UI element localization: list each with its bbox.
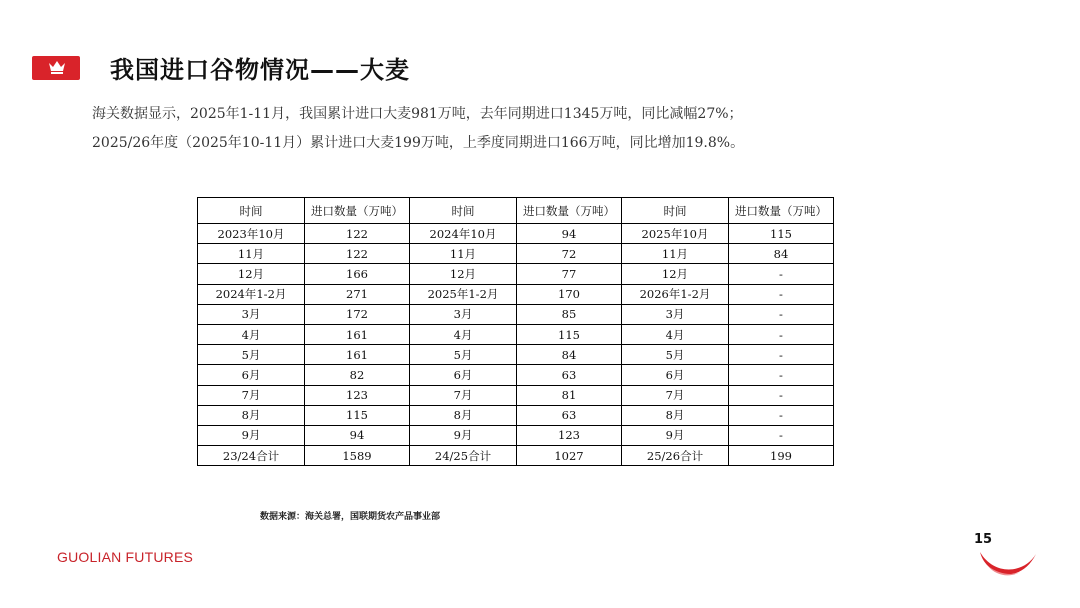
period-cell: 12月 <box>410 264 517 284</box>
period-cell: 3月 <box>410 304 517 324</box>
import-volume-cell: 161 <box>305 324 410 344</box>
import-volume-cell: 94 <box>305 425 410 445</box>
table-row <box>198 304 834 324</box>
import-volume-cell: - <box>729 385 834 405</box>
import-volume-cell: 94 <box>517 224 622 244</box>
import-volume-cell: - <box>729 365 834 385</box>
table-row <box>198 345 834 365</box>
period-cell: 2024年1-2月 <box>198 284 305 304</box>
import-volume-cell: - <box>729 345 834 365</box>
import-volume-cell: 115 <box>517 324 622 344</box>
period-cell: 4月 <box>410 324 517 344</box>
source-note: 数据来源：海关总署，国联期货农产品事业部 <box>260 512 441 522</box>
period-cell: 8月 <box>622 405 729 425</box>
import-volume-cell: 1589 <box>305 446 410 466</box>
period-cell: 6月 <box>198 365 305 385</box>
period-cell: 7月 <box>622 385 729 405</box>
import-volume-cell: 199 <box>729 446 834 466</box>
table-row <box>198 405 834 425</box>
import-volume-cell: 85 <box>517 304 622 324</box>
period-cell: 8月 <box>410 405 517 425</box>
table-row <box>198 324 834 344</box>
period-cell: 9月 <box>410 425 517 445</box>
table-row <box>198 264 834 284</box>
period-cell: 24/25合计 <box>410 446 517 466</box>
period-cell: 6月 <box>410 365 517 385</box>
period-cell: 2025年1-2月 <box>410 284 517 304</box>
import-volume-cell: 161 <box>305 345 410 365</box>
import-volume-cell: - <box>729 405 834 425</box>
table-row <box>198 365 834 385</box>
table-row <box>198 244 834 264</box>
period-cell: 7月 <box>410 385 517 405</box>
import-volume-cell: 123 <box>305 385 410 405</box>
table-row <box>198 385 834 405</box>
period-cell: 2026年1-2月 <box>622 284 729 304</box>
import-volume-cell: 72 <box>517 244 622 264</box>
period-cell: 12月 <box>622 264 729 284</box>
period-cell: 2025年10月 <box>622 224 729 244</box>
import-volume-cell: 84 <box>517 345 622 365</box>
summary-text <box>92 100 1032 158</box>
barley-import-table <box>197 197 834 466</box>
import-volume-cell: 1027 <box>517 446 622 466</box>
import-volume-cell: 122 <box>305 224 410 244</box>
period-cell: 8月 <box>198 405 305 425</box>
import-volume-cell: 82 <box>305 365 410 385</box>
import-volume-cell: 172 <box>305 304 410 324</box>
column-header: 进口数量（万吨） <box>517 198 622 224</box>
period-cell: 11月 <box>410 244 517 264</box>
import-volume-cell: 115 <box>729 224 834 244</box>
logo-badge <box>32 56 80 80</box>
footer-brand: GUOLIAN FUTURES <box>57 549 194 565</box>
import-volume-cell: 123 <box>517 425 622 445</box>
period-cell: 5月 <box>198 345 305 365</box>
column-header: 时间 <box>198 198 305 224</box>
period-cell: 4月 <box>198 324 305 344</box>
import-volume-cell: - <box>729 264 834 284</box>
period-cell: 9月 <box>622 425 729 445</box>
table-header-row <box>198 198 834 224</box>
period-cell: 11月 <box>198 244 305 264</box>
import-volume-cell: 271 <box>305 284 410 304</box>
column-header: 进口数量（万吨） <box>729 198 834 224</box>
page-title: 我国进口谷物情况——大麦 <box>110 56 410 84</box>
import-volume-cell: 122 <box>305 244 410 264</box>
import-volume-cell: 170 <box>517 284 622 304</box>
import-volume-cell: 115 <box>305 405 410 425</box>
period-cell: 9月 <box>198 425 305 445</box>
import-volume-cell: 166 <box>305 264 410 284</box>
import-volume-cell: 81 <box>517 385 622 405</box>
import-volume-cell: - <box>729 304 834 324</box>
period-cell: 2024年10月 <box>410 224 517 244</box>
import-volume-cell: 63 <box>517 365 622 385</box>
red-swoosh-icon <box>978 548 1040 582</box>
table-row <box>198 224 834 244</box>
summary-line-2: 2025/26年度（2025年10-11月）累计进口大麦199万吨，上季度同期进口166万吨，同比增加19.8%。 <box>92 135 745 151</box>
import-volume-cell: - <box>729 425 834 445</box>
period-cell: 12月 <box>198 264 305 284</box>
crown-icon <box>48 59 66 75</box>
import-volume-cell: 63 <box>517 405 622 425</box>
period-cell: 7月 <box>198 385 305 405</box>
period-cell: 3月 <box>622 304 729 324</box>
period-cell: 3月 <box>198 304 305 324</box>
import-volume-cell: - <box>729 324 834 344</box>
period-cell: 23/24合计 <box>198 446 305 466</box>
column-header: 时间 <box>622 198 729 224</box>
import-volume-cell: - <box>729 284 834 304</box>
period-cell: 11月 <box>622 244 729 264</box>
period-cell: 6月 <box>622 365 729 385</box>
column-header: 时间 <box>410 198 517 224</box>
column-header: 进口数量（万吨） <box>305 198 410 224</box>
table-row <box>198 284 834 304</box>
period-cell: 2023年10月 <box>198 224 305 244</box>
import-volume-cell: 77 <box>517 264 622 284</box>
table-row <box>198 446 834 466</box>
period-cell: 25/26合计 <box>622 446 729 466</box>
table-body <box>198 224 834 466</box>
period-cell: 5月 <box>622 345 729 365</box>
import-volume-cell: 84 <box>729 244 834 264</box>
period-cell: 5月 <box>410 345 517 365</box>
page-number: 15 <box>974 532 993 547</box>
period-cell: 4月 <box>622 324 729 344</box>
summary-line-1: 海关数据显示，2025年1-11月，我国累计进口大麦981万吨，去年同期进口1345万吨，同比减幅27%； <box>92 106 743 122</box>
table-row <box>198 425 834 445</box>
